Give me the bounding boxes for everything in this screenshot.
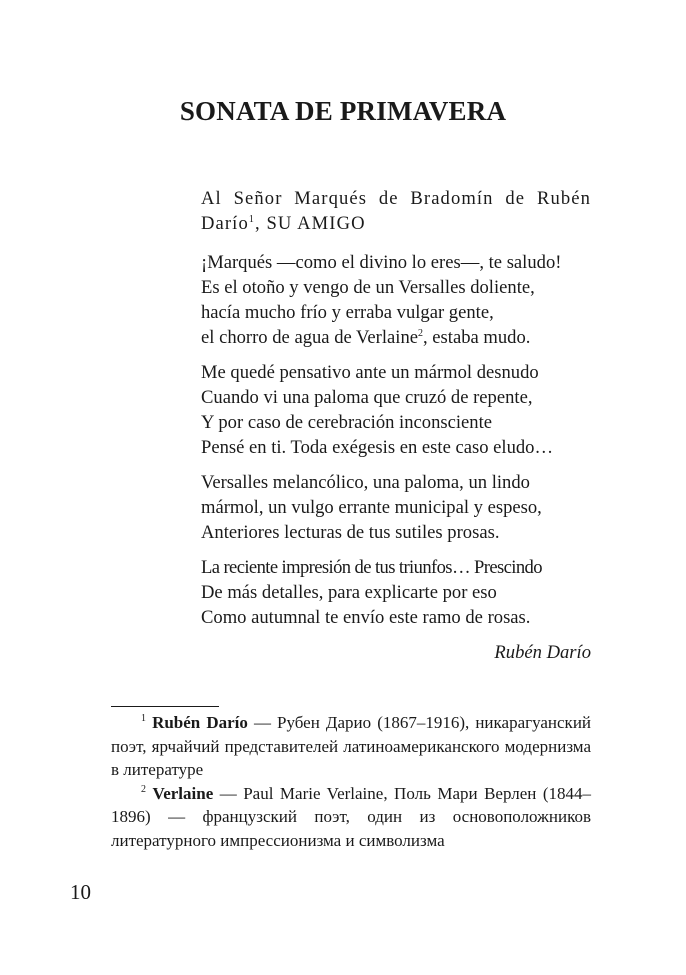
poem-line-text: el chorro de agua de Verlaine: [201, 327, 418, 348]
poem-line-text: , estaba mudo.: [423, 327, 531, 348]
page-number: 10: [70, 880, 91, 904]
footnote-ref-2: 2: [418, 328, 423, 339]
page-title: SONATA DE PRIMAVERA: [179, 96, 507, 126]
poem-line: Versalles melancólico, una paloma, un lindo: [201, 472, 530, 493]
footnote-text: — Paul Marie Verlaine, Поль Мари Верлен (1844–1896) — французский поэт, один из основоположников литературного импрессионизма и символизма: [111, 783, 591, 850]
dedication-line-2: [201, 213, 366, 234]
stanza-3: [201, 470, 591, 545]
footnote-2: [111, 782, 591, 853]
dedication-line-1: Al Señor Marqués de Bradomín de Rubén: [201, 188, 591, 209]
footnote-mark: 2: [141, 783, 146, 795]
poem-line: Me quedé pensativo ante un mármol desnudo: [201, 362, 539, 383]
poem-line: hacía mucho frío y erraba vulgar gente,: [201, 302, 494, 323]
stanza-4: [201, 555, 591, 630]
footnote-mark: 1: [141, 713, 146, 724]
poem-line: De más detalles, para explicarte por eso: [201, 582, 497, 603]
poem-line: ¡Marqués —como el divino lo eres—, te saludo!: [201, 252, 562, 273]
poem-line: Cuando vi una paloma que cruzó de repente,: [201, 387, 533, 408]
footnote-ref-1: 1: [248, 214, 255, 225]
footnote-1: [111, 711, 591, 782]
poem-line: La reciente impresión de tus triunfos… Prescindo: [201, 557, 542, 578]
dedication-suffix: , SU AMIGO: [254, 213, 366, 234]
footnote-term: Verlaine: [152, 783, 214, 803]
poem-line: Anteriores lecturas de tus sutiles prosas.: [201, 522, 500, 543]
poem-line: Y por caso de cerebración inconsciente: [201, 412, 492, 433]
footnotes: [111, 711, 591, 852]
poem-line: Es el otoño y vengo de un Versalles doliente,: [201, 277, 535, 298]
poem-line: mármol, un vulgo errante municipal y espeso,: [201, 497, 542, 518]
footnote-term: Rubén Darío: [152, 713, 248, 732]
stanza-2: [201, 360, 591, 460]
footnote-divider: [111, 706, 219, 707]
poem-line: [201, 325, 591, 350]
footnote-text: — Рубен Дарио (1867–1916), никарагуанский поэт, ярчайчий представителей латиноамериканского модернизма в литературе: [111, 713, 592, 779]
poem: [201, 186, 591, 665]
poem-line: Pensé en ti. Toda exégesis en este caso eludo…: [201, 437, 554, 458]
stanza-1: [201, 250, 591, 350]
poem-line: Como autumnal te envío este ramo de rosas.: [201, 607, 531, 628]
dedication: [201, 186, 591, 236]
signature: Rubén Darío: [494, 642, 591, 663]
dedication-name: Darío: [201, 213, 249, 234]
